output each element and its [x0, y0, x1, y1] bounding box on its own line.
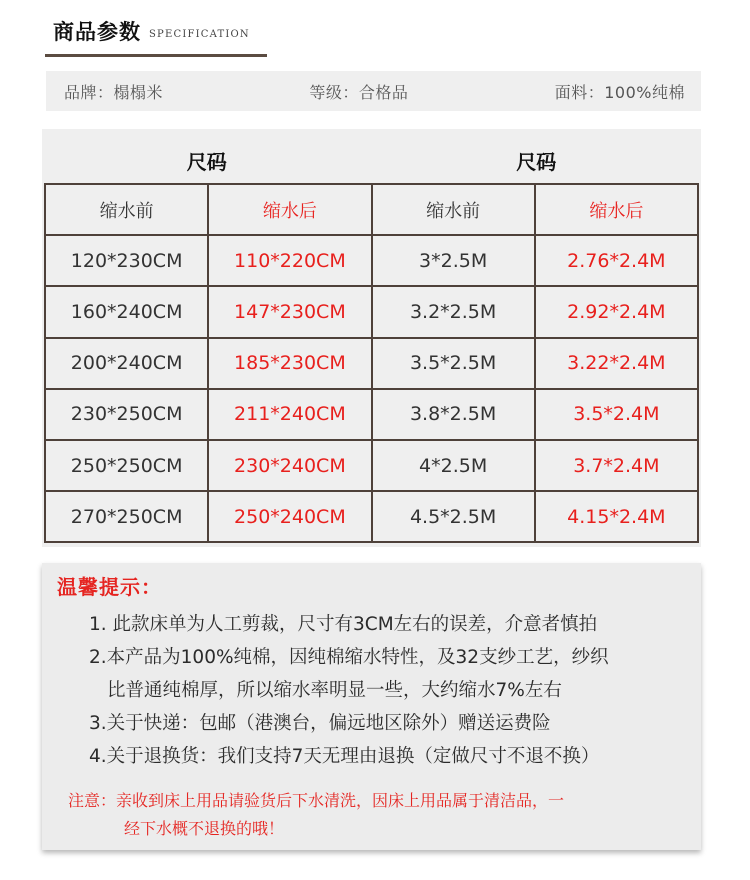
fabric-info: 面料：100%纯棉: [554, 82, 685, 102]
table-row: [45, 235, 698, 286]
size-after: 2.76*2.4M: [535, 235, 698, 286]
size-after: 3.22*2.4M: [535, 338, 698, 389]
tips-title: 温馨提示：: [57, 575, 162, 599]
table-row: [45, 338, 698, 389]
col-header-before: 缩水前: [45, 184, 208, 235]
section-title: 商品参数: [53, 20, 141, 44]
size-before: 270*250CM: [45, 491, 208, 542]
size-before: 3*2.5M: [372, 235, 535, 286]
size-after: 147*230CM: [208, 286, 371, 337]
col-header-after: 缩水后: [208, 184, 371, 235]
size-after: 185*230CM: [208, 338, 371, 389]
size-grid: [44, 183, 699, 543]
notice-line: 注意：亲收到床上用品请验货后下水清洗，因床上用品属于清洁品，一: [68, 791, 565, 810]
size-before: 3.5*2.5M: [372, 338, 535, 389]
column-header-row: [45, 184, 698, 235]
size-table: [42, 129, 701, 547]
size-before: 120*230CM: [45, 235, 208, 286]
size-after: 211*240CM: [208, 389, 371, 440]
section-header: [53, 16, 250, 46]
table-row: [45, 286, 698, 337]
tips-panel: [42, 563, 701, 850]
tip-item: 3.关于快递：包邮（港澳台，偏远地区除外）赠送运费险: [89, 713, 551, 734]
size-after: 110*220CM: [208, 235, 371, 286]
tip-item-continued: 比普通纯棉厚，所以缩水率明显一些，大约缩水7%左右: [107, 680, 562, 701]
size-before: 4*2.5M: [372, 440, 535, 491]
product-info-strip: [46, 71, 701, 111]
size-group-header-left: 尺码: [186, 149, 227, 174]
wash-notice: [68, 787, 678, 843]
size-after: 4.15*2.4M: [535, 491, 698, 542]
size-after: 3.7*2.4M: [535, 440, 698, 491]
size-before: 3.2*2.5M: [372, 286, 535, 337]
section-subtitle: SPECIFICATION: [149, 28, 250, 40]
size-after: 250*240CM: [208, 491, 371, 542]
notice-line: 经下水概不退换的哦！: [124, 819, 285, 838]
size-before: 4.5*2.5M: [372, 491, 535, 542]
col-header-before: 缩水前: [372, 184, 535, 235]
size-before: 230*250CM: [45, 389, 208, 440]
header-underline: [45, 54, 267, 57]
tip-item: 1. 此款床单为人工剪裁，尺寸有3CM左右的误差，介意者慎拍: [89, 614, 598, 635]
size-after: 2.92*2.4M: [535, 286, 698, 337]
size-before: 200*240CM: [45, 338, 208, 389]
tips-list: [89, 608, 689, 773]
size-group-header-right: 尺码: [516, 149, 557, 174]
size-table-header: [42, 129, 701, 183]
size-before: 250*250CM: [45, 440, 208, 491]
grade-info: 等级：合格品: [309, 82, 409, 102]
table-row: [45, 440, 698, 491]
size-after: 3.5*2.4M: [535, 389, 698, 440]
size-before: 160*240CM: [45, 286, 208, 337]
brand-info: 品牌：榻榻米: [64, 82, 164, 102]
table-row: [45, 491, 698, 542]
size-before: 3.8*2.5M: [372, 389, 535, 440]
size-after: 230*240CM: [208, 440, 371, 491]
table-row: [45, 389, 698, 440]
tip-item: 2.本产品为100%纯棉，因纯棉缩水特性，及32支纱工艺，纱织: [89, 647, 609, 668]
tip-item: 4.关于退换货：我们支持7天无理由退换（定做尺寸不退不换）: [89, 746, 600, 767]
col-header-after: 缩水后: [535, 184, 698, 235]
